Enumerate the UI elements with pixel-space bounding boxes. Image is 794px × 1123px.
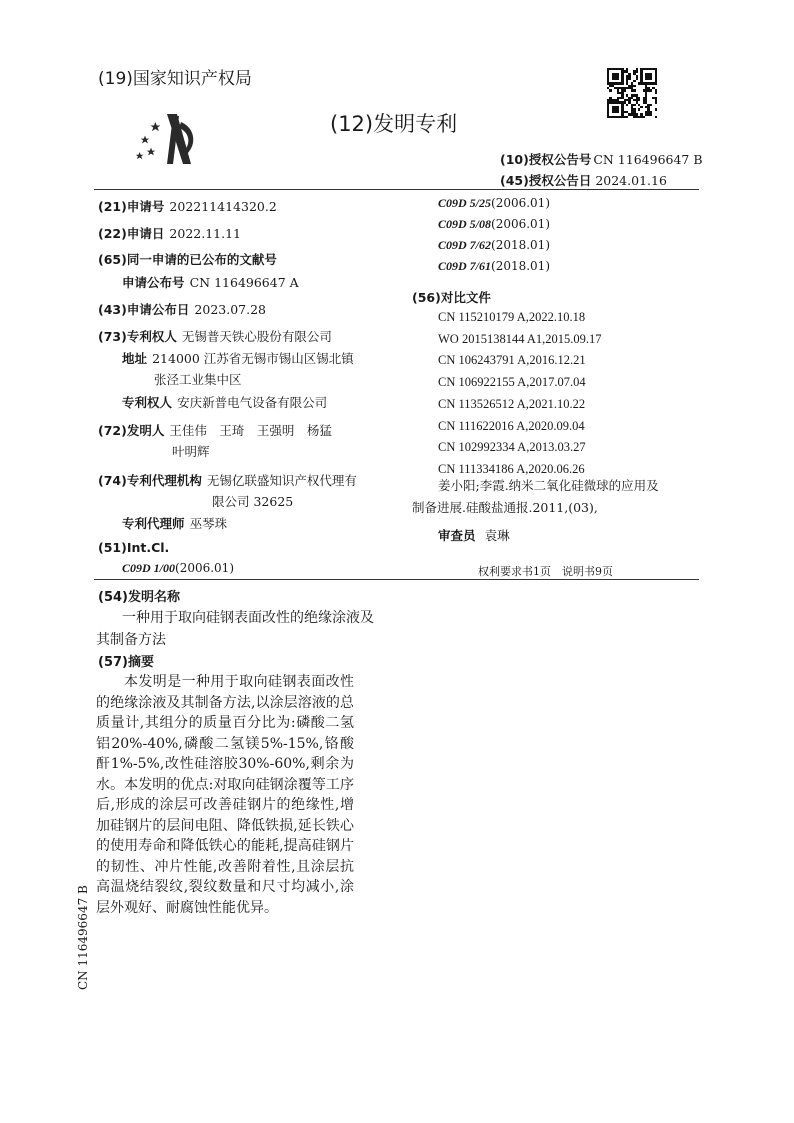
- ipc-version: (2018.01): [491, 259, 551, 273]
- application-number: [98, 196, 277, 215]
- patentee: [98, 326, 332, 345]
- abstract-label: (57)摘要: [98, 655, 154, 670]
- header-rule: [94, 189, 699, 190]
- side-document-number: CN 116496647 B: [76, 885, 90, 990]
- publication-number: [122, 272, 299, 291]
- office-name: (19)国家知识产权局: [98, 69, 252, 89]
- qr-code: [607, 68, 657, 118]
- ipc-code: C09D 5/08: [438, 217, 492, 231]
- inventors-line2: 叶明辉: [172, 444, 210, 459]
- app-no-label: (21)申请号: [98, 199, 165, 214]
- page-counts: 权利要求书1页 说明书9页: [478, 565, 613, 578]
- grant-number-label: (10)授权公告号: [500, 152, 592, 167]
- references-label: (56)对比文件: [412, 290, 491, 305]
- patentee-value: 无锡普天铁心股份有限公司: [181, 329, 332, 344]
- reference-item: CN 106922155 A,2017.07.04: [438, 375, 586, 390]
- inventors: [98, 420, 332, 439]
- ipc-version: (2018.01): [491, 238, 551, 252]
- int-cl-code-value: C09D 1/00: [122, 561, 176, 575]
- reference-item: CN 115210179 A,2022.10.18: [438, 310, 586, 324]
- address: [122, 348, 354, 367]
- grant-date: [500, 171, 667, 189]
- inventor-label: (72)发明人: [98, 423, 165, 438]
- reference-item: WO 2015138144 A1,2015.09.17: [438, 331, 602, 346]
- ipc-version: (2006.01): [491, 217, 551, 231]
- pub-no-value: CN 116496647 A: [189, 275, 299, 290]
- reference-item: CN 111334186 A,2020.06.26: [438, 461, 585, 476]
- invention-title-label: (54)发明名称: [98, 590, 180, 605]
- agency-label: (74)专利代理机构: [98, 473, 202, 488]
- grant-number: [500, 150, 703, 168]
- examiner-label: 审查员: [438, 528, 476, 543]
- examiner-value: 袁琳: [484, 528, 510, 543]
- int-cl-label: (51)Int.Cl.: [98, 540, 170, 555]
- reference-item: CN 113526512 A,2021.10.22: [438, 396, 586, 411]
- ipc-code: C09D 7/62: [438, 238, 492, 252]
- cnipa-logo: [133, 108, 205, 172]
- patentee-2: [122, 392, 327, 411]
- agent-value: 巫琴珠: [189, 516, 228, 531]
- grant-date-value: 2024.01.16: [595, 173, 667, 188]
- biblio-rule: [94, 579, 699, 580]
- grant-number-value: CN 116496647 B: [593, 152, 703, 167]
- app-date-value: 2022.11.11: [169, 226, 241, 241]
- agent-label: 专利代理师: [122, 516, 185, 531]
- address-line1: 214000 江苏省无锡市锡山区锡北镇: [152, 351, 354, 366]
- inventors-line1: 王佳伟 王琦 王强明 杨猛: [169, 423, 332, 438]
- ipc-class-row: [438, 238, 550, 253]
- application-date: [98, 223, 241, 242]
- ipc-code: C09D 7/61: [438, 259, 492, 273]
- ipc-version: (2006.01): [491, 196, 551, 210]
- pub-date-value: 2023.07.28: [194, 302, 266, 317]
- literature-line1: 姜小阳;李霞.纳米二氧化硅微球的应用及: [438, 478, 659, 493]
- agency-line2: 限公司 32625: [212, 494, 294, 509]
- literature-line2: 制备进展.硅酸盐通报.2011,(03),: [412, 500, 598, 515]
- ipc-class-row: [438, 196, 550, 211]
- agent: [122, 513, 227, 532]
- patentee2-value: 安庆新普电气设备有限公司: [177, 395, 328, 410]
- patentee2-label: 专利权人: [122, 395, 173, 410]
- address-label: 地址: [122, 351, 148, 366]
- pub-date-label: (43)申请公布日: [98, 302, 190, 317]
- app-no-value: 202211414320.2: [169, 199, 277, 214]
- app-date-label: (22)申请日: [98, 226, 165, 241]
- reference-item: CN 111622016 A,2020.09.04: [438, 418, 585, 433]
- agency: [98, 470, 357, 489]
- reference-item: CN 106243791 A,2016.12.21: [438, 353, 586, 368]
- agency-line1: 无锡亿联盛知识产权代理有: [206, 473, 357, 488]
- invention-title-line2: 其制备方法: [96, 632, 166, 648]
- document-type: (12)发明专利: [330, 112, 458, 136]
- ipc-class-row: [438, 259, 550, 274]
- pub-no-label: 申请公布号: [122, 275, 185, 290]
- int-cl-version: (2006.01): [175, 561, 235, 575]
- int-cl-code: [122, 561, 234, 576]
- abstract-text: 本发明是一种用于取向硅钢表面改性的绝缘涂液及其制备方法,以涂层溶液的总质量计,其组分的质量百分比为:磷酸二氢铝20%-40%,磷酸二氢镁5%-15%,铬酸酐1%-5%,改性硅溶胶30%-60%,剩余为水。本发明的优点:对取向硅钢涂覆等工序后,形成的涂层可改善硅钢片的绝缘性,增加硅钢片的层间电阻、降低铁损,延长铁心的使用寿命和降低铁心的能耗,提高硅钢片的韧性、冲片性能,改善附着性,且涂层抗高温烧结裂纹,裂纹数量和尺寸均减小,涂层外观好、耐腐蚀性能优异。: [96, 674, 354, 916]
- reference-item: CN 102992334 A,2013.03.27: [438, 440, 586, 455]
- publication-date: [98, 299, 266, 318]
- publication-heading: (65)同一申请的已公布的文献号: [98, 252, 277, 267]
- invention-title-line1: 一种用于取向硅钢表面改性的绝缘涂液及: [122, 610, 374, 626]
- ipc-code: C09D 5/25: [438, 196, 492, 210]
- address-line2: 张泾工业集中区: [154, 372, 242, 387]
- grant-date-label: (45)授权公告日: [500, 173, 592, 188]
- examiner: [438, 525, 510, 544]
- ipc-class-row: [438, 217, 550, 232]
- patentee-label: (73)专利权人: [98, 329, 177, 344]
